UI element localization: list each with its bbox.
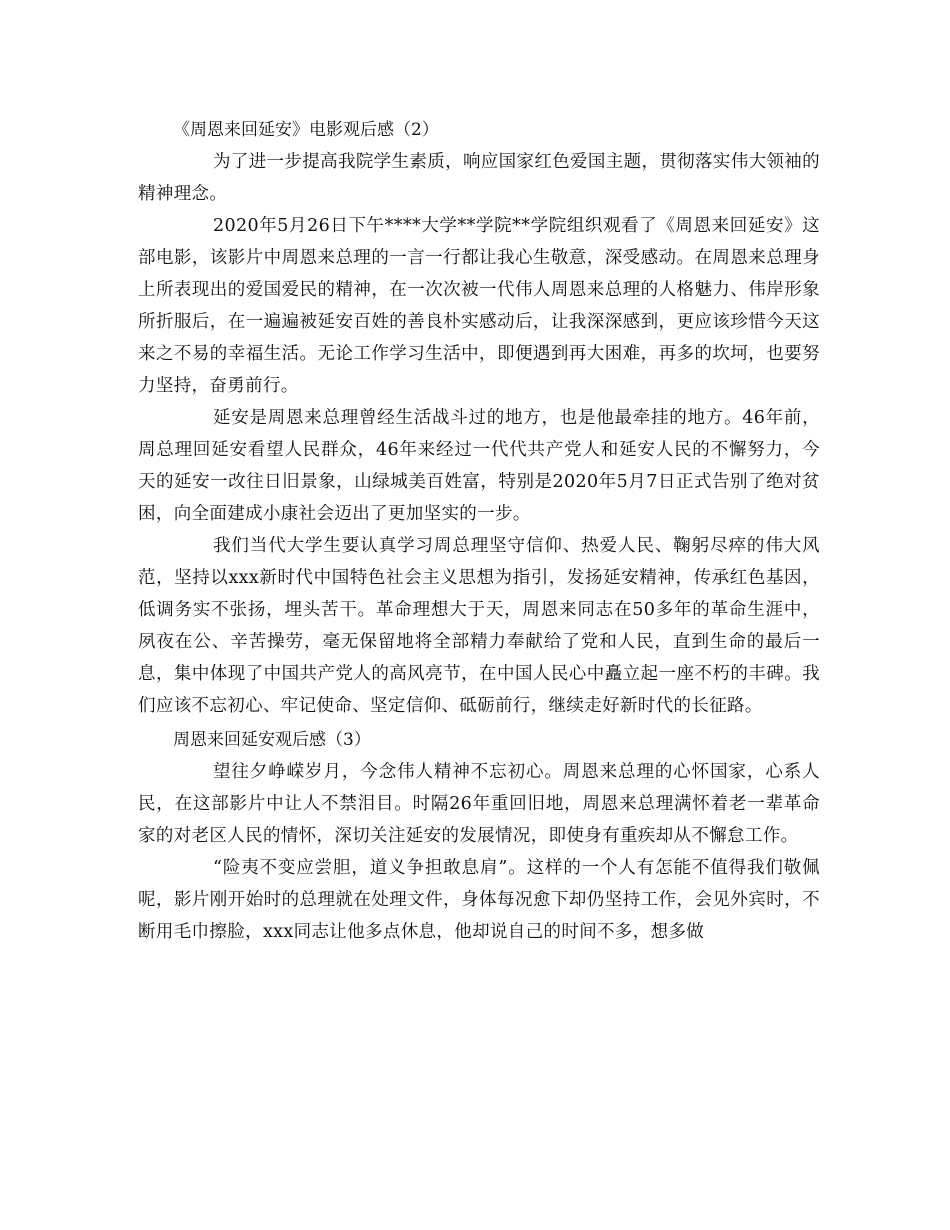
section-2-paragraph-2: 2020年5月26日下午****大学**学院**学院组织观看了《周恩来回延安》这部电影，该影片中周恩来总理的一言一行都让我心生敬意，深受感动。在周恩来总理身上所表现出的爱国爱民的精神，在一次次被一代伟人周恩来总理的人格魅力、伟岸形象所折服后，在一遍遍被延安百姓的善良朴实感动后，让我深深感到，更应该珍惜今天这来之不易的幸福生活。无论工作学习生活中，即便遇到再大困难，再多的坎坷，也要努力坚持，奋勇前行。 bbox=[138, 216, 820, 396]
section-3-paragraph-1: 望往夕峥嵘岁月，今念伟人精神不忘初心。周恩来总理的心怀国家，心系人民，在这部影片中让人不禁泪目。时隔26年重回旧地，周恩来总理满怀着老一辈革命家的对老区人民的情怀，深切关注延安的发展情况，即使身有重疾却从不懈怠工作。 bbox=[138, 762, 820, 846]
section-2-paragraph-1: 为了进一步提高我院学生素质，响应国家红色爱国主题，贯彻落实伟大领袖的精神理念。 bbox=[138, 152, 820, 204]
section-2-paragraph-4: 我们当代大学生要认真学习周总理坚守信仰、热爱人民、鞠躬尽瘁的伟大风范，坚持以xxx新时代中国特色社会主义思想为指引，发扬延安精神，传承红色基因，低调务实不张扬，埋头苦干。革命理想大于天，周恩来同志在50多年的革命生涯中，夙夜在公、辛苦操劳，毫无保留地将全部精力奉献给了党和人民，直到生命的最后一息，集中体现了中国共产党人的高风亮节，在中国人民心中矗立起一座不朽的丰碑。我们应该不忘初心、牢记使命、坚定信仰、砥砺前行，继续走好新时代的长征路。 bbox=[138, 536, 820, 716]
document-body bbox=[138, 118, 820, 948]
section-2-heading: 《周恩来回延安》电影观后感（2） bbox=[173, 120, 439, 140]
section-3-heading: 周恩来回延安观后感（3） bbox=[173, 730, 371, 750]
section-3-paragraph-2: “险夷不变应尝胆，道义争担敢息肩”。这样的一个人有怎能不值得我们敬佩呢，影片刚开始时的总理就在处理文件，身体每况愈下却仍坚持工作，会见外宾时，不断用毛巾擦脸，xxx同志让他多点休息，他却说自己的时间不多，想多做 bbox=[138, 858, 820, 942]
section-2-paragraph-3: 延安是周恩来总理曾经生活战斗过的地方，也是他最牵挂的地方。46年前，周总理回延安看望人民群众，46年来经过一代代共产党人和延安人民的不懈努力，今天的延安一改往日旧景象，山绿城美百姓富，特别是2020年5月7日正式告别了绝对贫困，向全面建成小康社会迈出了更加坚实的一步。 bbox=[138, 408, 820, 524]
